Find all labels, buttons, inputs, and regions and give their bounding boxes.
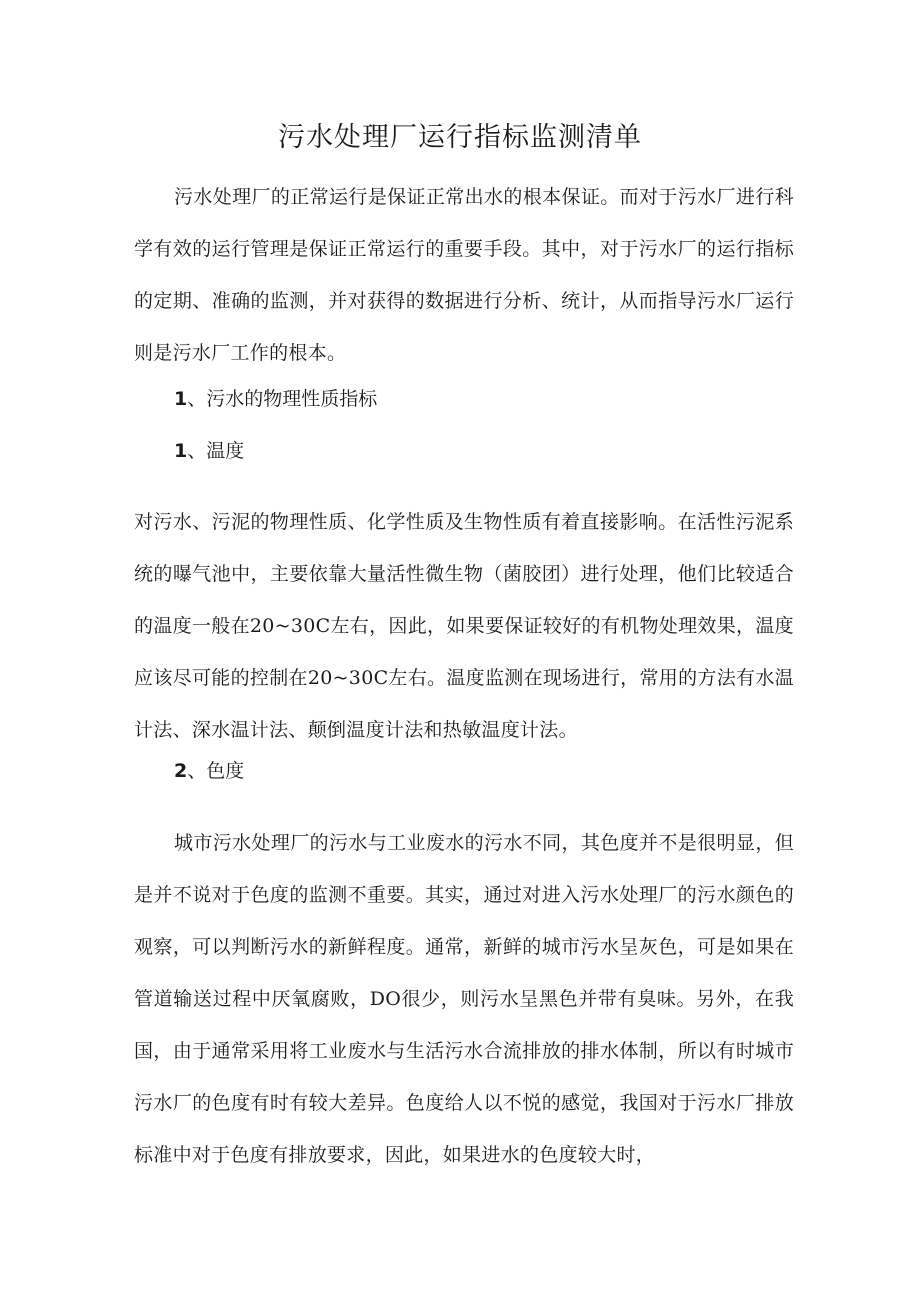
section-label: 、污水的物理性质指标 <box>187 388 378 410</box>
section-heading-physical-properties <box>174 373 377 425</box>
item-label: 、色度 <box>187 760 245 782</box>
document-title: 污水处理厂运行指标监测清单 <box>278 122 642 153</box>
temperature-paragraph: 对污水、污泥的物理性质、化学性质及生物性质有着直接影响。在活性污泥系统的曝气池中，主要依靠大量活性微生物（菌胶团）进行处理，他们比较适合的温度一般在20~30C左右，因此，如果要保证较好的有机物处理效果，温度应该尽可能的控制在20~30C左右。温度监测在现场进行，常用的方法有水温计法、深水温计法、颠倒温度计法和热敏温度计法。 <box>134 511 794 741</box>
item-number: 2 <box>174 760 188 782</box>
item-heading-temperature <box>174 425 244 477</box>
intro-paragraph: 污水处理厂的正常运行是保证正常出水的根本保证。而对于污水厂进行科学有效的运行管理是保证正常运行的重要手段。其中，对于污水厂的运行指标的定期、准确的监测，并对获得的数据进行分析、统计，从而指导污水厂运行则是污水厂工作的根本。 <box>134 186 794 364</box>
item-heading-color <box>174 745 244 797</box>
item-number: 1 <box>174 440 188 462</box>
section-number: 1 <box>174 388 188 410</box>
color-paragraph: 城市污水处理厂的污水与工业废水的污水不同，其色度并不是很明显，但是并不说对于色度的监测不重要。其实，通过对进入污水处理厂的污水颜色的观察，可以判断污水的新鲜程度。通常，新鲜的城市污水呈灰色，可是如果在管道输送过程中厌氧腐败，DO很少，则污水呈黑色并带有臭味。另外，在我国，由于通常采用将工业废水与生活污水合流排放的排水体制，所以有时城市污水厂的色度有时有较大差异。色度给人以不悦的感觉，我国对于污水厂排放标准中对于色度有排放要求，因此，如果进水的色度较大时， <box>134 832 794 1166</box>
item-label: 、温度 <box>187 440 245 462</box>
